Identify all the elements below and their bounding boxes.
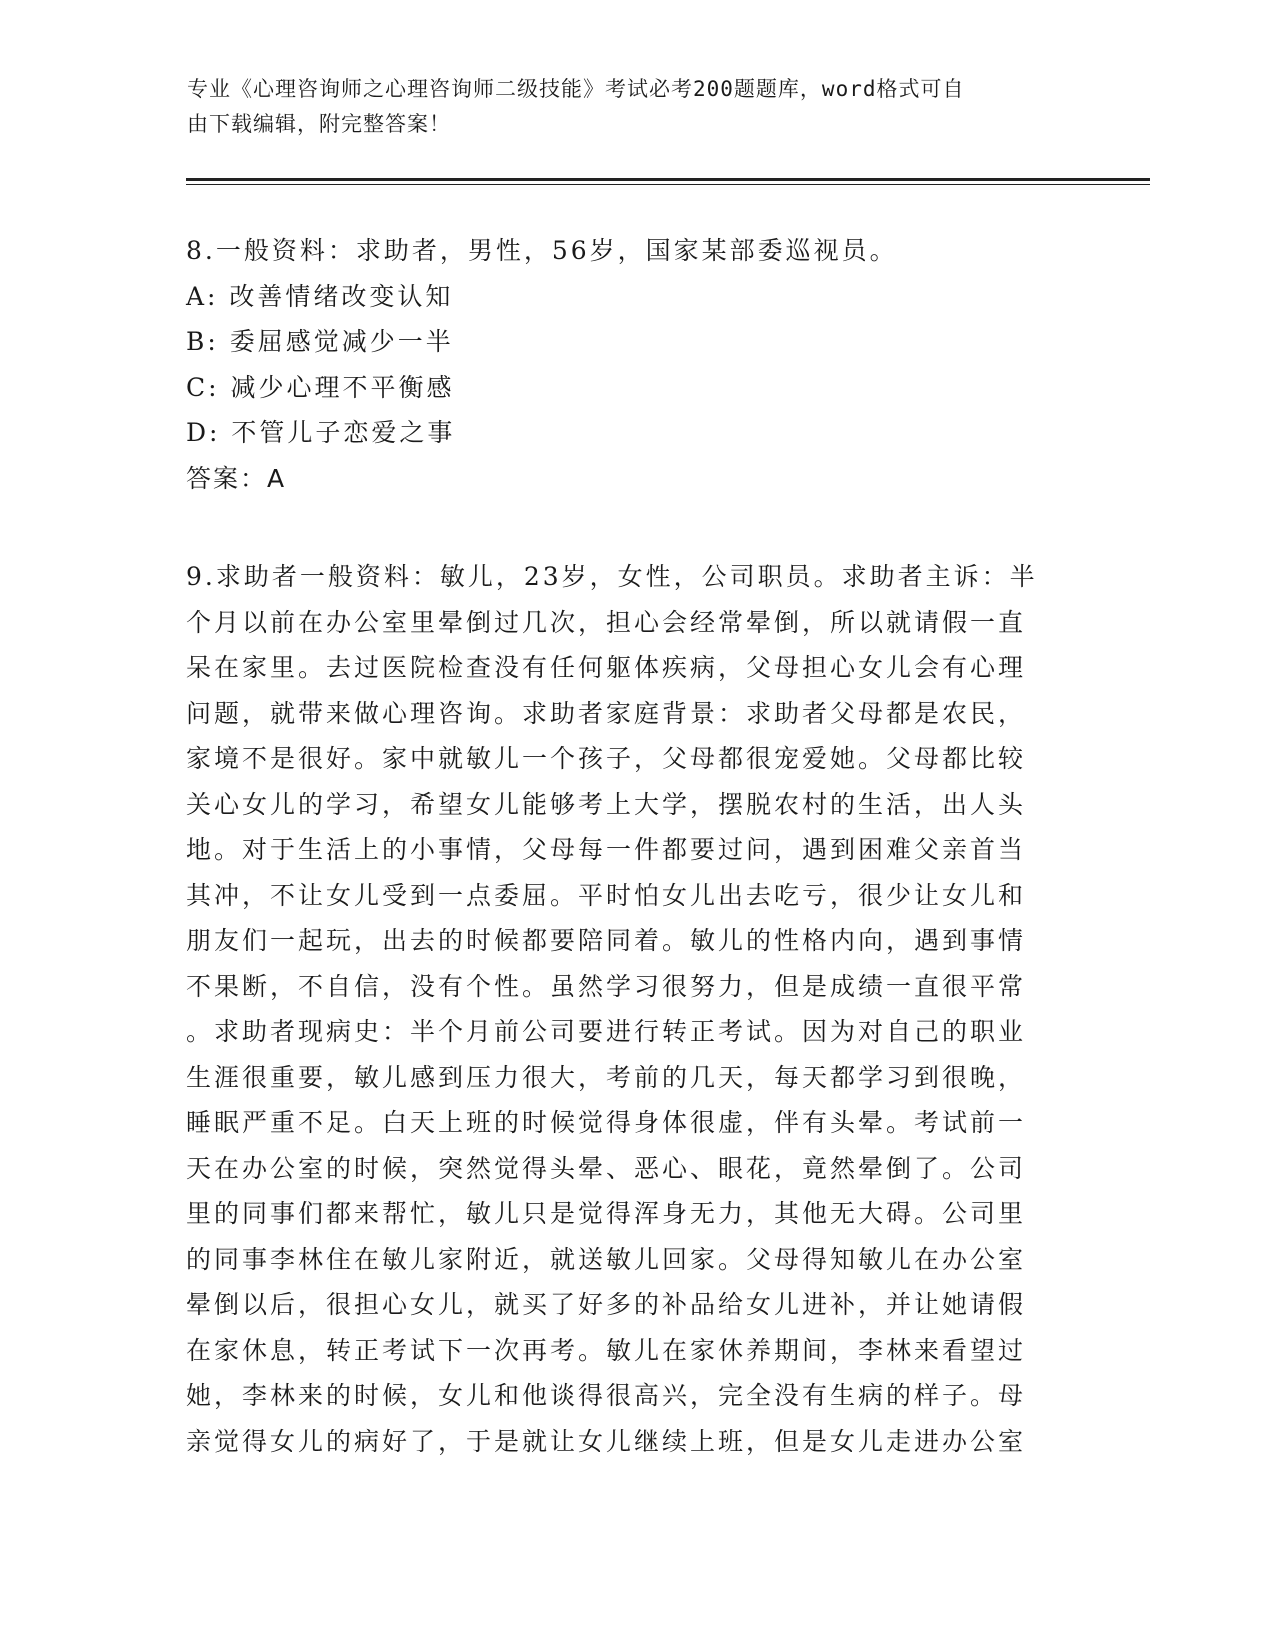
paragraph-line: 。求助者现病史：半个月前公司要进行转正考试。因为对自己的职业 <box>186 1017 1027 1046</box>
paragraph-line: 呆在家里。去过医院检查没有任何躯体疾病，父母担心女儿会有心理 <box>186 653 1027 682</box>
document-header <box>187 72 1067 142</box>
paragraph-line: 在家休息，转正考试下一次再考。敏儿在家休养期间，李林来看望过 <box>186 1335 1027 1365</box>
paragraph-line: 天在办公室的时候，突然觉得头晕、恶心、眼花，竟然晕倒了。公司 <box>186 1153 1027 1183</box>
answer-line: 答案：A <box>186 463 287 493</box>
header-divider-thick <box>186 178 1150 181</box>
paragraph-line: 其冲，不让女儿受到一点委屈。平时怕女儿出去吃亏，很少让女儿和 <box>186 880 1027 910</box>
paragraph-line: 她，李林来的时候，女儿和他谈得很高兴，完全没有生病的样子。母 <box>186 1381 1027 1410</box>
header-line-1: 专业《心理咨询师之心理咨询师二级技能》考试必考200题题库，word格式可自 <box>187 77 965 101</box>
paragraph-line: 里的同事们都来帮忙，敏儿只是觉得浑身无力，其他无大碍。公司里 <box>186 1199 1027 1228</box>
question-8 <box>186 228 1086 501</box>
paragraph-line: 个月以前在办公室里晕倒过几次，担心会经常晕倒，所以就请假一直 <box>186 607 1027 637</box>
paragraph-line: 不果断，不自信，没有个性。虽然学习很努力，但是成绩一直很平常 <box>186 971 1027 1001</box>
paragraph-line: 地。对于生活上的小事情，父母每一件都要过问，遇到困难父亲首当 <box>186 835 1027 864</box>
paragraph-line: 睡眠严重不足。白天上班的时候觉得身体很虚，伴有头晕。考试前一 <box>186 1108 1027 1137</box>
option-c: C: 减少心理不平衡感 <box>186 372 455 402</box>
option-a: A: 改善情绪改变认知 <box>186 281 454 311</box>
question-stem: 8.一般资料：求助者，男性，56岁，国家某部委巡视员。 <box>186 236 898 265</box>
header-line-2: 由下载编辑，附完整答案！ <box>187 112 451 136</box>
paragraph-line: 9.求助者一般资料：敏儿，23岁，女性，公司职员。求助者主诉：半 <box>186 562 1038 591</box>
paragraph-line: 朋友们一起玩，出去的时候都要陪同着。敏儿的性格内向，遇到事情 <box>186 926 1027 955</box>
paragraph-line: 家境不是很好。家中就敏儿一个孩子，父母都很宠爱她。父母都比较 <box>186 744 1027 773</box>
option-d: D: 不管儿子恋爱之事 <box>186 418 456 447</box>
paragraph-line: 晕倒以后，很担心女儿，就买了好多的补品给女儿进补，并让她请假 <box>186 1290 1027 1319</box>
paragraph-line: 亲觉得女儿的病好了，于是就让女儿继续上班，但是女儿走进办公室 <box>186 1426 1027 1456</box>
option-b: B: 委屈感觉减少一半 <box>186 327 454 356</box>
paragraph-line: 的同事李林住在敏儿家附近，就送敏儿回家。父母得知敏儿在办公室 <box>186 1244 1027 1274</box>
paragraph-line: 问题，就带来做心理咨询。求助者家庭背景：求助者父母都是农民， <box>186 698 1027 728</box>
paragraph-line: 关心女儿的学习，希望女儿能够考上大学，摆脱农村的生活，出人头 <box>186 789 1027 819</box>
question-9 <box>186 554 1086 1464</box>
paragraph-line: 生涯很重要，敏儿感到压力很大，考前的几天，每天都学习到很晚， <box>186 1062 1027 1092</box>
header-divider-thin <box>186 184 1150 185</box>
